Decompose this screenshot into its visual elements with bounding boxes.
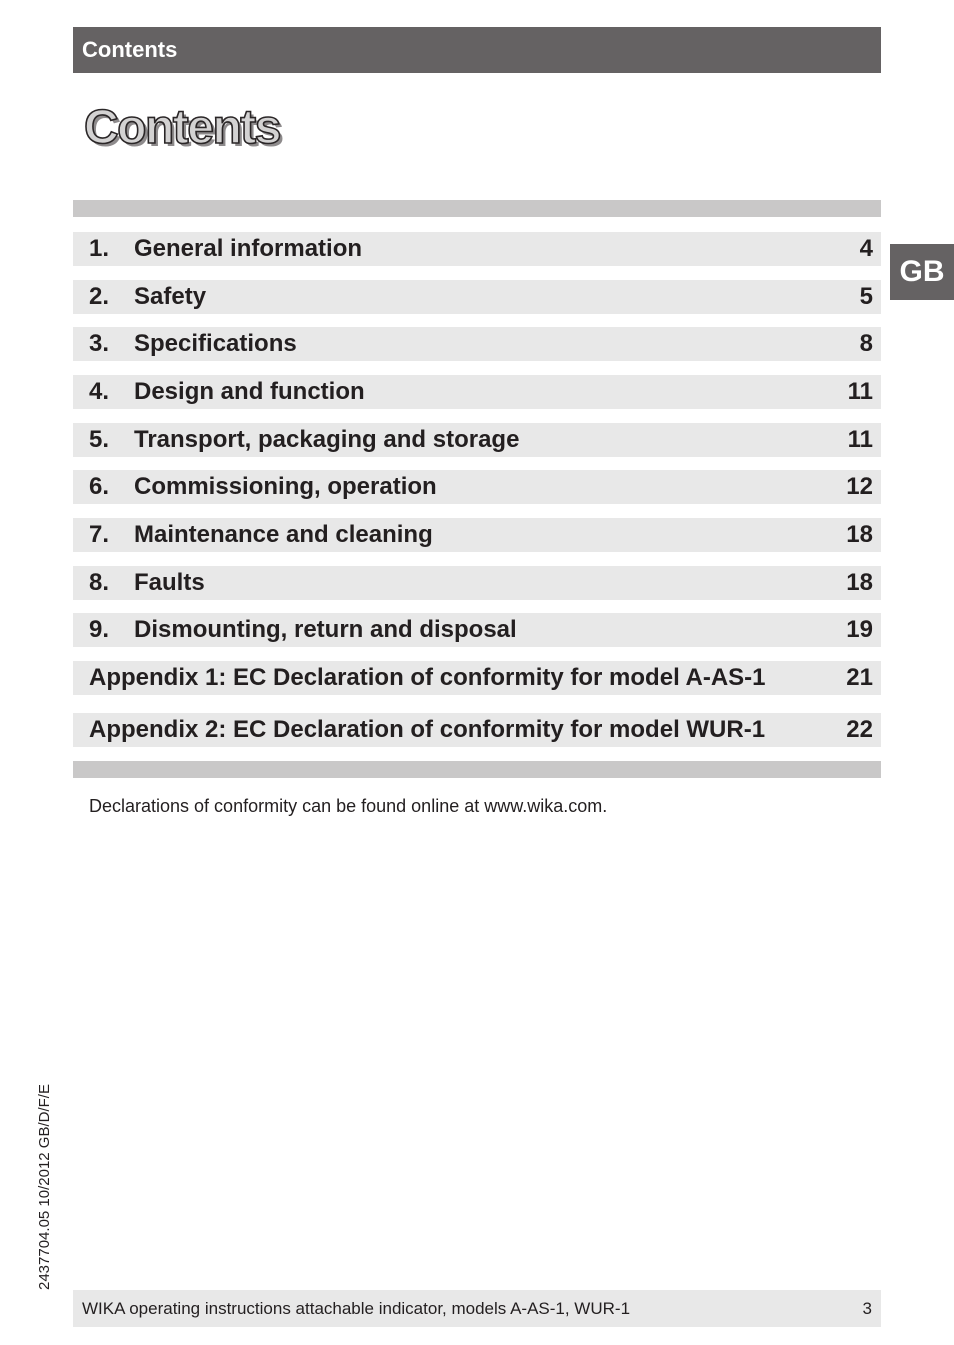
divider-top [73, 200, 881, 217]
toc-item-number: 4. [89, 378, 110, 405]
toc-item-page: 11 [847, 426, 873, 453]
toc-item-title: Design and function [134, 378, 365, 405]
toc-item-page: 8 [859, 330, 873, 357]
toc-item-number: 1. [89, 235, 110, 262]
toc-item-title: Transport, packaging and storage [134, 426, 520, 453]
page-title: Contents [84, 101, 280, 154]
section-header [73, 27, 881, 73]
toc-appendix-1[interactable] [73, 661, 881, 695]
language-tab-gb[interactable]: GB [890, 244, 954, 300]
toc-item-title: Specifications [134, 330, 297, 357]
toc-item-page: 11 [847, 378, 873, 405]
toc-item-general-information[interactable] [73, 232, 881, 266]
toc-item-page: 4 [859, 235, 873, 262]
document-code: 2437704.05 10/2012 GB/D/F/E [36, 1084, 53, 1290]
toc-item-page: 12 [846, 473, 873, 500]
toc-item-title: Commissioning, operation [134, 473, 437, 500]
toc-item-number: 2. [89, 283, 110, 310]
toc-appendix-title: Appendix 2: EC Declaration of conformity for model WUR-1 [89, 716, 766, 743]
toc-item-title: Maintenance and cleaning [134, 521, 433, 548]
toc-item-maintenance-and-cleaning[interactable] [73, 518, 881, 552]
toc-item-title: Dismounting, return and disposal [134, 616, 517, 643]
toc-item-commissioning-operation[interactable] [73, 470, 881, 504]
toc-item-page: 19 [846, 616, 873, 643]
toc-item-page: 5 [859, 283, 873, 310]
footer-page-number: 3 [862, 1299, 872, 1318]
toc-item-specifications[interactable] [73, 327, 881, 361]
toc-item-title: Safety [134, 283, 207, 310]
toc-item-number: 9. [89, 616, 110, 643]
toc-item-number: 5. [89, 426, 110, 453]
toc-item-number: 8. [89, 569, 110, 596]
divider-bottom [73, 761, 881, 778]
toc-item-page: 18 [846, 521, 873, 548]
toc-item-number: 3. [89, 330, 110, 357]
toc-item-faults[interactable] [73, 566, 881, 600]
footer-text: WIKA operating instructions attachable indicator, models A-AS-1, WUR-1 [82, 1299, 631, 1318]
toc-item-number: 7. [89, 521, 110, 548]
toc-appendix-title: Appendix 1: EC Declaration of conformity for model A-AS-1 [89, 664, 766, 691]
toc-appendix-page: 22 [846, 716, 873, 743]
toc-appendix-2[interactable] [73, 713, 881, 747]
toc-item-number: 6. [89, 473, 110, 500]
toc-appendix-page: 21 [846, 664, 873, 691]
toc-item-title: Faults [134, 569, 205, 596]
toc-item-page: 18 [846, 569, 873, 596]
page-footer [73, 1290, 881, 1327]
toc-item-title: General information [134, 235, 363, 262]
conformity-note: Declarations of conformity can be found online at www.wika.com. [89, 796, 608, 816]
toc-item-dismounting-return-disposal[interactable] [73, 613, 881, 647]
section-header-title: Contents [82, 37, 178, 62]
toc-item-safety[interactable] [73, 280, 881, 314]
toc-item-design-and-function[interactable] [73, 375, 881, 409]
toc-item-transport-packaging-storage[interactable] [73, 423, 881, 457]
